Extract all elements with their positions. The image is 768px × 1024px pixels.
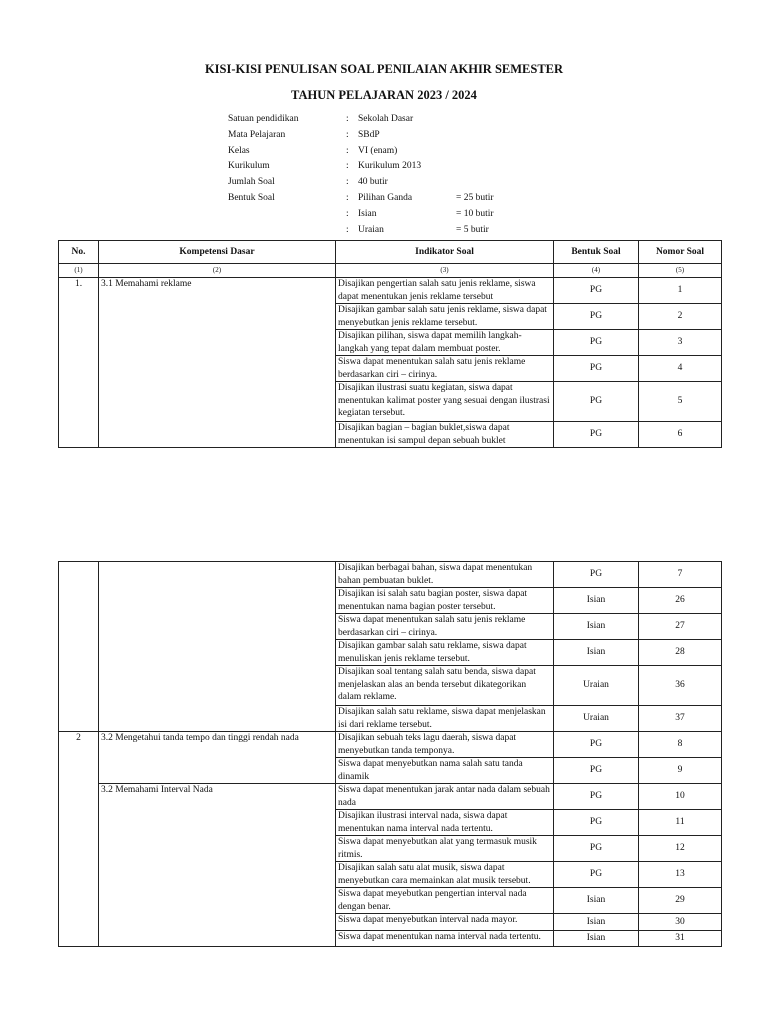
nomor: 37 xyxy=(639,706,722,732)
nomor: 3 xyxy=(639,330,722,356)
nomor: 29 xyxy=(639,888,722,914)
nomor: 12 xyxy=(639,836,722,862)
meta-value: VI (enam) xyxy=(358,145,398,156)
bentuk: PG xyxy=(554,278,639,304)
nomor: 10 xyxy=(639,784,722,810)
indikator: Disajikan gambar salah satu jenis reklame, siswa dapat menyebutkan jenis reklame tersebut. xyxy=(336,304,554,330)
nomor: 9 xyxy=(639,758,722,784)
indikator: Disajikan gambar salah satu reklame, siswa dapat menuliskan jenis reklame tersebut. xyxy=(336,640,554,666)
indikator: Disajikan berbagai bahan, siswa dapat menentukan bahan pembuatan buklet. xyxy=(336,562,554,588)
nomor: 6 xyxy=(639,422,722,448)
kompetensi-dasar: 3.2 Mengetahui tanda tempo dan tinggi rendah nada xyxy=(99,732,336,784)
indikator: Disajikan sebuah teks lagu daerah, siswa dapat menyebutkan tanda temponya. xyxy=(336,732,554,758)
indikator: Siswa dapat meyebutkan pengertian interval nada dengan benar. xyxy=(336,888,554,914)
bentuk: PG xyxy=(554,382,639,422)
header-no: No. xyxy=(59,241,99,264)
bentuk: PG xyxy=(554,304,639,330)
header-indikator-soal: Indikator Soal xyxy=(336,241,554,264)
indikator: Disajikan salah satu reklame, siswa dapat menjelaskan isi dari reklame tersebut. xyxy=(336,706,554,732)
nomor: 13 xyxy=(639,862,722,888)
bentuk: PG xyxy=(554,330,639,356)
bentuk: PG xyxy=(554,784,639,810)
meta-count: = 5 butir xyxy=(456,224,489,235)
indikator: Disajikan salah satu alat musik, siswa dapat menyebutkan cara memainkan alat musik tersebut. xyxy=(336,862,554,888)
row-number: 2 xyxy=(59,732,99,947)
indikator: Disajikan bagian – bagian buklet,siswa dapat menentukan isi sampul depan sebuah buklet xyxy=(336,422,554,448)
indikator: Disajikan pilihan, siswa dapat memilih langkah-langkah yang tepat dalam membuat poster. xyxy=(336,330,554,356)
nomor: 4 xyxy=(639,356,722,382)
nomor: 2 xyxy=(639,304,722,330)
table-row xyxy=(59,278,722,304)
bentuk: PG xyxy=(554,810,639,836)
bentuk: PG xyxy=(554,732,639,758)
bentuk: Uraian xyxy=(554,706,639,732)
kompetensi-dasar: 3.2 Memahami Interval Nada xyxy=(99,784,336,947)
nomor: 8 xyxy=(639,732,722,758)
meta-value: Uraian xyxy=(358,224,384,235)
nomor: 36 xyxy=(639,666,722,706)
meta-value: Isian xyxy=(358,208,377,219)
meta-value: Sekolah Dasar xyxy=(358,114,414,124)
nomor: 31 xyxy=(639,931,722,947)
indikator: Disajikan ilustrasi interval nada, siswa dapat menentukan nama interval nada tertentu. xyxy=(336,810,554,836)
indikator: Siswa dapat menentukan salah satu jenis reklame berdasarkan ciri – cirinya. xyxy=(336,614,554,640)
header-nomor-soal: Nomor Soal xyxy=(639,241,722,264)
meta-value: 40 butir xyxy=(358,177,388,188)
bentuk: Isian xyxy=(554,588,639,614)
bentuk: Isian xyxy=(554,888,639,914)
indikator: Siswa dapat menentukan nama interval nada tertentu. xyxy=(336,931,554,947)
bentuk: PG xyxy=(554,562,639,588)
document-title: KISI-KISI PENULISAN SOAL PENILAIAN AKHIR SEMESTER xyxy=(204,62,564,76)
meta-label: Kurikulum xyxy=(228,161,270,172)
header-bentuk-soal: Bentuk Soal xyxy=(554,241,639,264)
column-number: (3) xyxy=(336,264,554,278)
nomor: 1 xyxy=(639,278,722,304)
indikator: Disajikan isi salah satu bagian poster, siswa dapat menentukan nama bagian poster tersebut. xyxy=(336,588,554,614)
nomor: 5 xyxy=(639,382,722,422)
indikator: Disajikan pengertian salah satu jenis reklame, siswa dapat menentukan jenis reklame tersebut xyxy=(336,278,554,304)
indikator: Siswa dapat menyebutkan interval nada mayor. xyxy=(336,914,554,931)
table-row xyxy=(59,784,722,810)
column-number: (4) xyxy=(554,264,639,278)
bentuk: PG xyxy=(554,356,639,382)
nomor: 30 xyxy=(639,914,722,931)
bentuk: PG xyxy=(554,836,639,862)
nomor: 26 xyxy=(639,588,722,614)
column-number: (2) xyxy=(99,264,336,278)
meta-value: Kurikulum 2013 xyxy=(358,161,422,172)
grid-table-page-2 xyxy=(58,561,722,947)
nomor: 28 xyxy=(639,640,722,666)
nomor: 7 xyxy=(639,562,722,588)
grid-table-page-1 xyxy=(58,240,722,448)
column-number: (1) xyxy=(59,264,99,278)
bentuk: Uraian xyxy=(554,666,639,706)
meta-count: = 25 butir xyxy=(456,192,494,203)
bentuk: Isian xyxy=(554,931,639,947)
meta-value: SBdP xyxy=(358,129,380,140)
bentuk: Isian xyxy=(554,614,639,640)
meta-label: Satuan pendidikan xyxy=(228,114,299,124)
table-row xyxy=(59,562,722,588)
academic-year-title: TAHUN PELAJARAN 2023 / 2024 xyxy=(291,88,477,102)
meta-value: Pilihan Ganda xyxy=(358,192,413,203)
table-row xyxy=(59,732,722,758)
row-number: 1. xyxy=(59,278,99,448)
nomor: 11 xyxy=(639,810,722,836)
bentuk: Isian xyxy=(554,914,639,931)
indikator: Disajikan ilustrasi suatu kegiatan, siswa dapat menentukan kalimat poster yang sesuai dengan ilustrasi kegiatan tersebut. xyxy=(336,382,554,422)
meta-count: = 10 butir xyxy=(456,208,494,219)
column-number: (5) xyxy=(639,264,722,278)
meta-label: Jumlah Soal xyxy=(228,177,275,188)
bentuk: Isian xyxy=(554,640,639,666)
bentuk: PG xyxy=(554,758,639,784)
bentuk: PG xyxy=(554,422,639,448)
meta-label: Kelas xyxy=(228,145,250,156)
indikator: Disajikan soal tentang salah satu benda, siswa dapat menjelaskan alas an benda tersebut dikategorikan dalam reklame. xyxy=(336,666,554,706)
header-kompetensi-dasar: Kompetensi Dasar xyxy=(99,241,336,264)
indikator: Siswa dapat menyebutkan alat yang termasuk musik ritmis. xyxy=(336,836,554,862)
bentuk: PG xyxy=(554,862,639,888)
indikator: Siswa dapat menentukan jarak antar nada dalam sebuah nada xyxy=(336,784,554,810)
indikator: Siswa dapat menyebutkan nama salah satu tanda dinamik xyxy=(336,758,554,784)
nomor: 27 xyxy=(639,614,722,640)
meta-label: Bentuk Soal xyxy=(228,192,275,203)
meta-label: Mata Pelajaran xyxy=(228,129,286,140)
kompetensi-dasar: 3.1 Memahami reklame xyxy=(99,278,336,448)
indikator: Siswa dapat menentukan salah satu jenis reklame berdasarkan ciri – cirinya. xyxy=(336,356,554,382)
